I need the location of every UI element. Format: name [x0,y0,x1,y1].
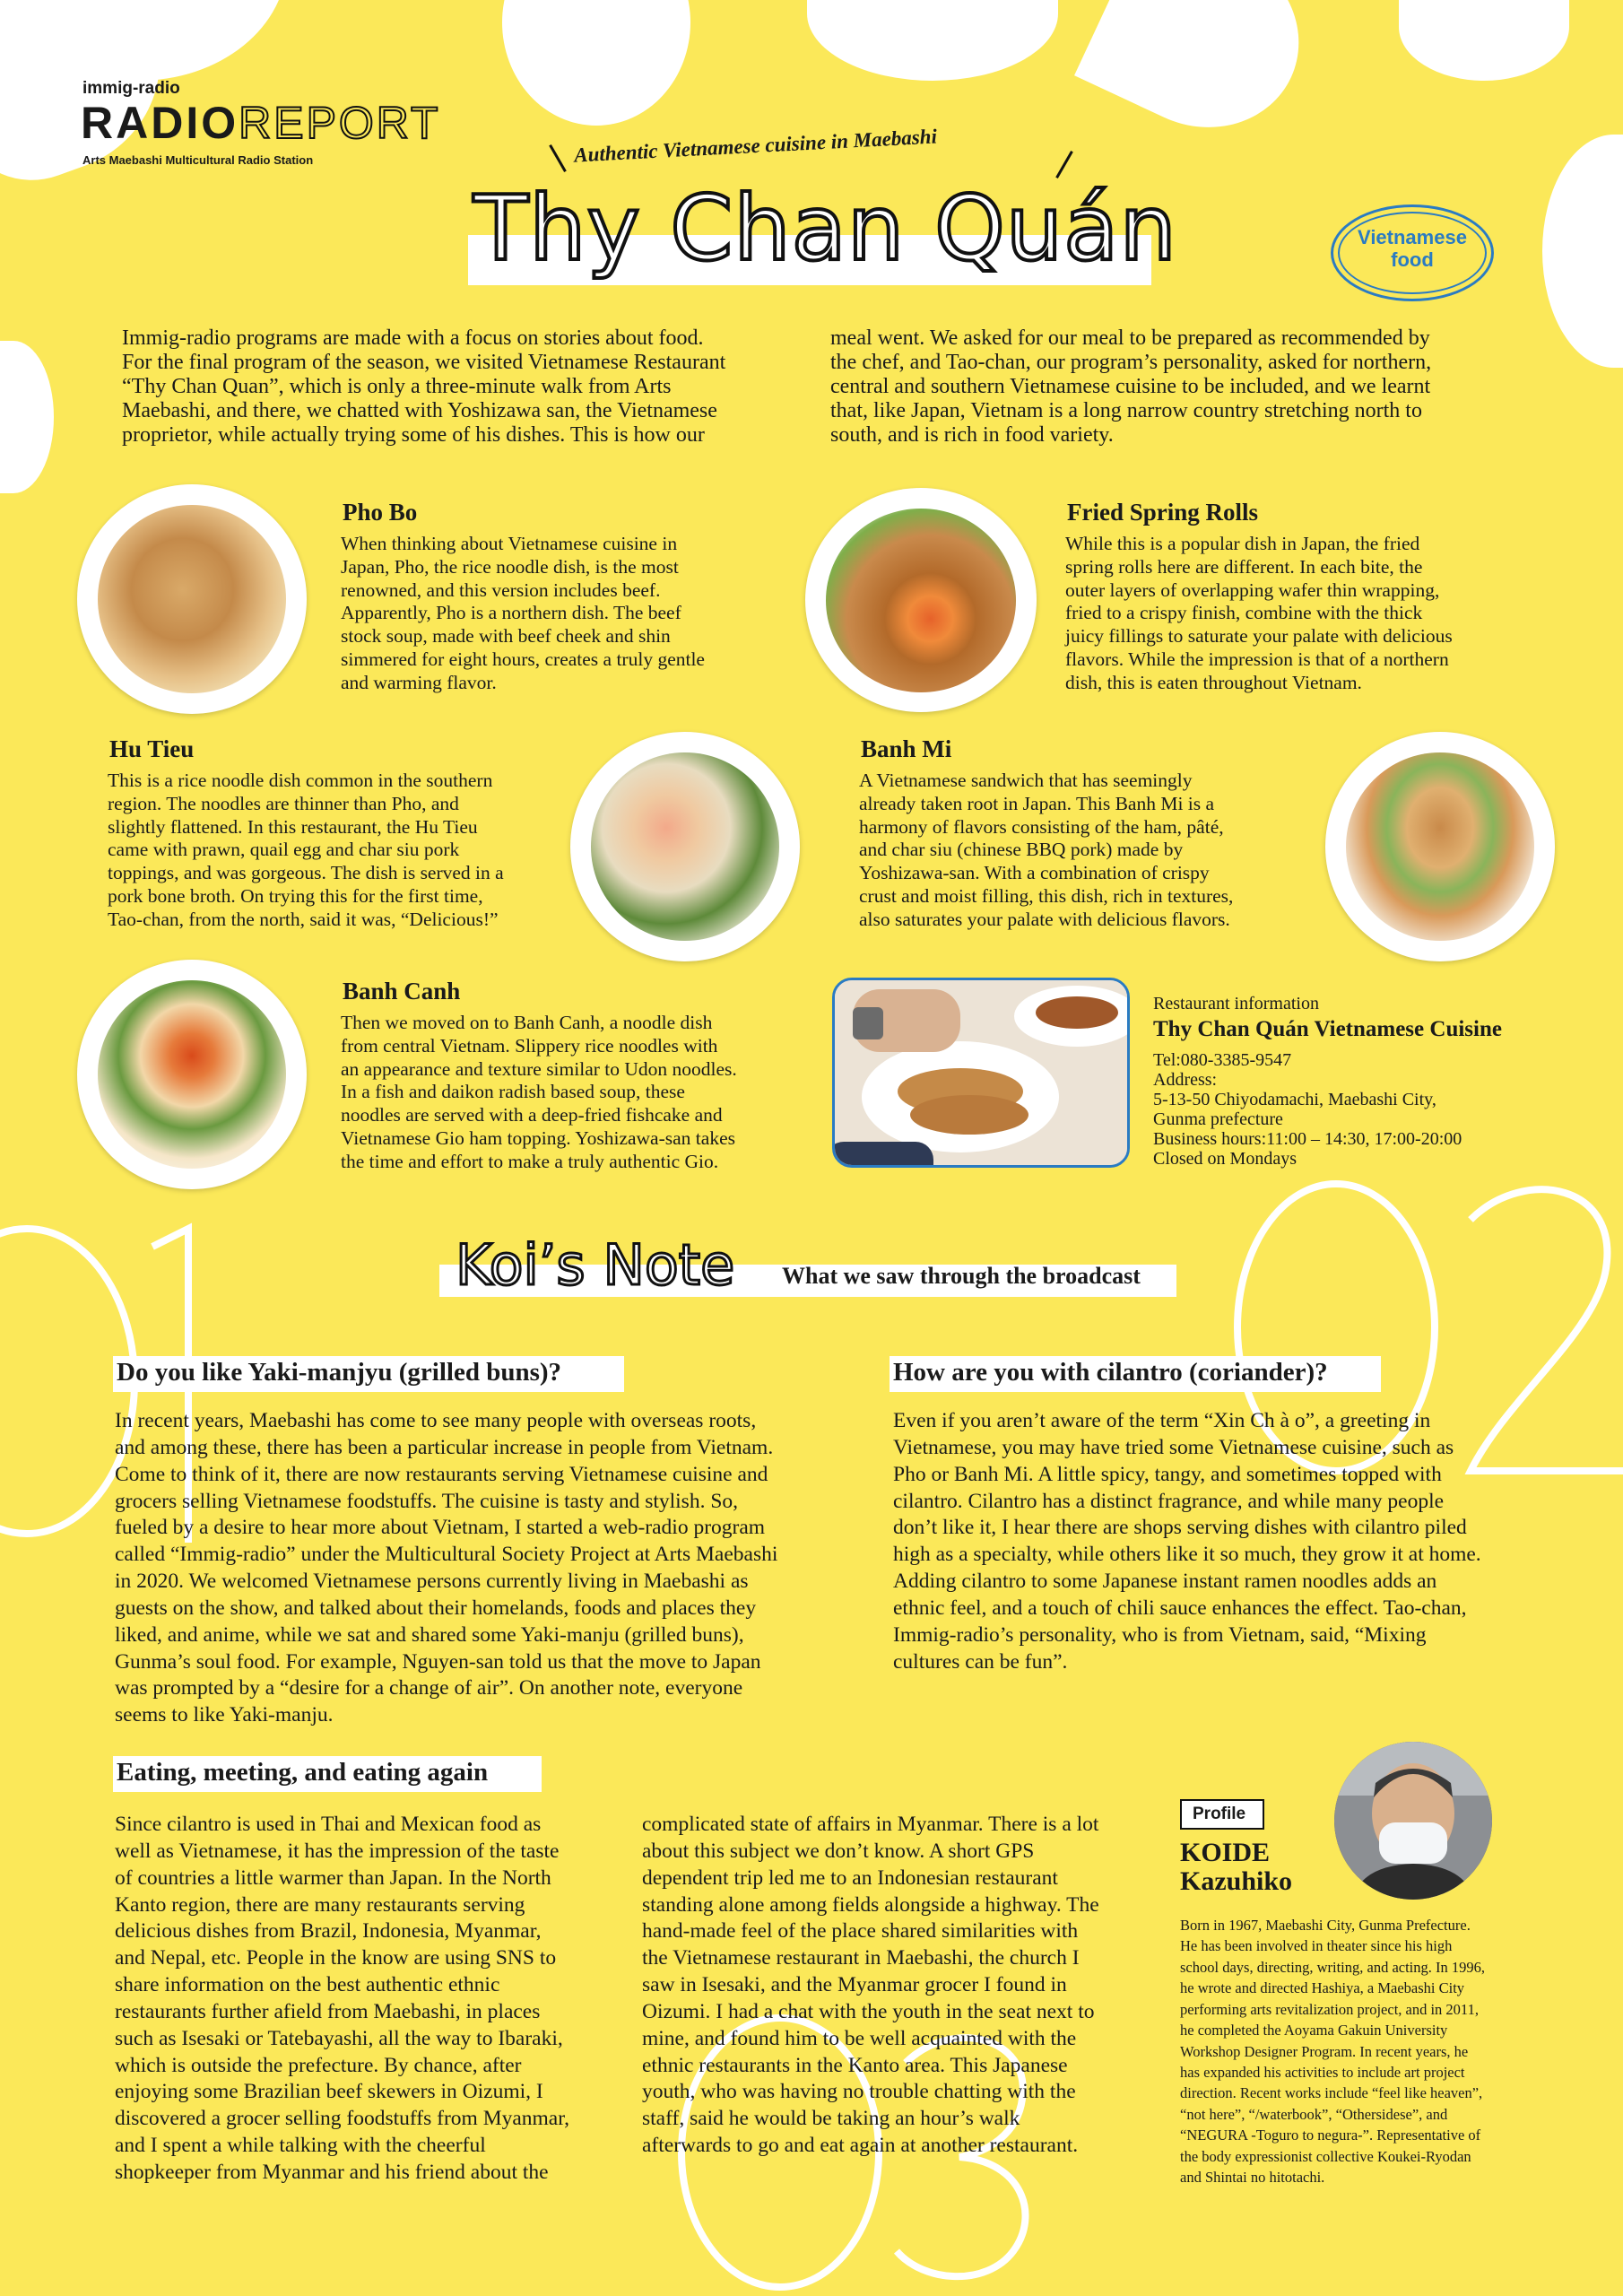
dish-text-hu-tieu [108,770,545,932]
text-line: about this subject we don’t know. A short GPS [642,1839,1035,1863]
restaurant-hours: Business hours:11:00 – 14:30, 17:00-20:00 [1153,1129,1462,1149]
dish-line: an appearance and texture similar to Udon noodles. [341,1057,737,1080]
dish-title-banh-mi: Banh Mi [861,735,952,762]
text-line: well as Vietnamese, it has the impression of the taste [115,1839,560,1863]
dish-line: In a fish and daikon radish based soup, these [341,1081,685,1103]
intro-line: For the final program of the season, we visited Vietnamese Restaurant [122,350,726,374]
text-line: share information on the best authentic ethnic [115,1973,500,1997]
dish-line: fried to a crispy finish, combine with the thick [1065,602,1423,624]
dish-line: spring rolls here are different. In each bite, the [1065,555,1423,578]
text-line: the Vietnamese restaurant in Maebashi, the church I [642,1946,1080,1970]
dish-line: juicy fillings to saturate your palate with delicious [1065,625,1453,648]
intro-line: that, like Japan, Vietnam is a long narrow country stretching north to [830,398,1422,422]
section-title-eating-again: Eating, meeting, and eating again [117,1758,489,1787]
bio-line: He has been involved in theater since his high [1180,1937,1453,1955]
brand-radio: RADIO [81,98,239,148]
restaurant-tel: Tel:080-3385-9547 [1153,1050,1292,1070]
restaurant-closed: Closed on Mondays [1153,1149,1297,1169]
avatar [1334,1742,1492,1900]
dish-title-hu-tieu: Hu Tieu [109,735,195,762]
bio-line: direction. Recent works include “feel like heaven”, [1180,2084,1483,2102]
profile-tag: Profile [1180,1799,1264,1830]
text-line: Come to think of it, there are now restaurants serving Vietnamese cuisine and [115,1462,768,1486]
intro-line: south, and is rich in food variety. [830,422,1114,447]
brand-report: REPORT [239,98,441,148]
text-line: Oizumi. I had a chat with the youth in the seat next to [642,1999,1095,2023]
text-line: standing alone among fields alongside a highway. The [642,1892,1099,1917]
section-text-eating-again-col2 [642,1812,1128,2160]
dish-line: dish, this is eaten throughout Vietnam. [1065,671,1362,693]
dish-line: crust and moist filling, this dish, rich in textures, [859,884,1234,907]
banh-canh-photo [77,960,307,1189]
text-line: Since cilantro is used in Thai and Mexican food as [115,1813,542,1836]
dish-text-banh-mi [859,770,1293,932]
text-line: ethnic restaurants in the Kanto area. This Japanese [642,2053,1068,2077]
section-text-cilantro [893,1408,1512,1675]
bio-line: “not here”, “/waterbook”, “Othersidese”, and [1180,2105,1448,2123]
dish-text-pho-bo [341,533,771,695]
dish-line: noodles are served with a deep-fried fishcake and [341,1104,723,1126]
dish-line: harmony of flavors consisting of the ham, pâté, [859,815,1224,838]
section-text-eating-again-col1 [115,1812,604,2187]
dish-line: Tao-chan, from the north, said it was, “Delicious!” [108,908,499,930]
intro-line: proprietor, while actually trying some of his dishes. This is how our [122,422,705,447]
text-line: liked, and anime, while we sat and shared some Yaki-manju (grilled buns), [115,1622,744,1647]
text-line: shopkeeper from Myanmar and his friend about the [115,2160,549,2184]
spring-rolls-photo [805,488,1037,712]
text-line: saw in Isesaki, and the Myanmar grocer I found in [642,1973,1067,1997]
text-line: discovered a grocer selling foodstuffs from Myanmar, [115,2107,569,2131]
dish-line: region. The noodles are thinner than Pho, and [108,792,459,814]
profile-name [1180,1839,1292,1895]
intro-line: the chef, and Tao-chan, our program’s personality, asked for northern, [830,350,1432,374]
dish-line: also saturates your palate with delicious flavors. [859,908,1230,930]
section-title-yaki-manjyu: Do you like Yaki-manjyu (grilled buns)? [117,1358,562,1387]
text-line: cilantro. Cilantro has a distinct fragrance, and while many people [893,1489,1445,1513]
bio-line: Workshop Designer Program. In recent years, he [1180,2042,1469,2060]
bio-line: has expanded his activities to include art project [1180,2063,1465,2081]
section-title-cilantro: How are you with cilantro (coriander)? [893,1358,1328,1387]
bio-line: Born in 1967, Maebashi City, Gunma Prefecture. [1180,1917,1471,1934]
dish-text-spring-rolls [1065,533,1501,695]
dish-text-banh-canh [341,1012,777,1174]
text-line: delicious dishes from Brazil, Indonesia, Myanmar, [115,1919,542,1944]
dish-line: the time and effort to make a truly authentic Gio. [341,1150,719,1172]
brand-logo [81,98,441,148]
text-line: and Nepal, etc. People in the know are using SNS to [115,1946,557,1970]
bio-line: he wrote and directed Hashiya, a Maebashi City [1180,1979,1465,1997]
text-line: fueled by a desire to hear more about Vietnam, I started a web-radio program [115,1516,766,1540]
brand-subtitle: Arts Maebashi Multicultural Radio Station [82,153,314,167]
dish-line: and warming flavor. [341,671,497,693]
koi-note-subtitle: What we saw through the broadcast [782,1263,1141,1289]
intro-line: Immig-radio programs are made with a focus on stories about food. [122,326,704,350]
bio-line: performing arts revitalization project, and in 2011, [1180,2000,1479,2018]
text-line: staff, said he would be taking an hour’s walk [642,2107,1020,2131]
dish-line: Apparently, Pho is a northern dish. The beef [341,602,681,624]
text-line: Pho or Banh Mi. A little spicy, tangy, and sometimes topped with [893,1462,1442,1486]
section-text-yaki-manjyu [115,1408,832,1729]
text-line: Immig-radio’s personality, who is from Vietnam, said, “Mixing [893,1622,1427,1647]
bio-line: the body expressionist collective Koukei-Ryodan [1180,2147,1471,2165]
badge-line-1: Vietnamese [1358,226,1467,248]
koi-note-title: Koi’s Note [456,1232,735,1298]
text-line: which is outside the prefecture. By chance, after [115,2053,522,2077]
badge-line-2: food [1391,248,1434,272]
dish-line: already taken root in Japan. This Banh Mi is a [859,792,1215,814]
dish-line: When thinking about Vietnamese cuisine in [341,533,678,554]
restaurant-address-line2: Gunma prefecture [1153,1109,1283,1129]
restaurant-photo [832,978,1130,1168]
dish-line: Vietnamese Gio ham topping. Yoshizawa-san takes [341,1126,735,1149]
dish-line: Japan, Pho, the rice noodle dish, is the most [341,555,679,578]
text-line: hand-made feel of the place shared similarities with [642,1919,1079,1944]
banh-mi-photo [1325,732,1555,961]
text-line: don’t like it, I hear there are shops serving dishes with cilantro piled [893,1516,1467,1540]
intro-line: meal went. We asked for our meal to be prepared as recommended by [830,326,1430,350]
dish-line: from central Vietnam. Slippery rice noodles with [341,1034,718,1057]
text-line: and I spent a while talking with the cheerful [115,2134,486,2158]
page-subtitle: Authentic Vietnamese cuisine in Maebashi [573,125,938,167]
text-line: and among these, there has been a particular increase in people from Vietnam. [115,1435,774,1459]
intro-column-right [830,326,1512,447]
text-line: Even if you aren’t aware of the term “Xin Ch à o”, a greeting in [893,1409,1431,1432]
dish-title-pho-bo: Pho Bo [343,499,418,526]
dish-line: and char siu (chinese BBQ pork) made by [859,839,1184,861]
restaurant-info-label: Restaurant information [1153,994,1319,1013]
text-line: called “Immig-radio” under the Multicultural Society Project at Arts Maebashi [115,1543,778,1567]
intro-line: Maebashi, and there, we chatted with Yoshizawa san, the Vietnamese [122,398,717,422]
dish-line: A Vietnamese sandwich that has seemingly [859,770,1193,791]
text-line: complicated state of affairs in Myanmar. There is a lot [642,1813,1099,1836]
restaurant-name: Thy Chan Quán Vietnamese Cuisine [1153,1017,1502,1041]
bio-line: “NEGURA -Toguro to negura-”. Representative of [1180,2126,1481,2144]
dish-line: Yoshizawa-san. With a combination of crispy [859,862,1210,884]
restaurant-address-label: Address: [1153,1070,1218,1090]
dish-line: came with prawn, quail egg and char siu pork [108,839,460,861]
text-line: mine, and found him to be well acquainted with the [642,2026,1077,2050]
dish-line: outer layers of overlapping wafer thin wrapping, [1065,578,1440,601]
dish-line: Then we moved on to Banh Canh, a noodle dish [341,1012,713,1033]
dish-title-spring-rolls: Fried Spring Rolls [1067,499,1259,526]
dish-line: simmered for eight hours, creates a truly gentle [341,648,705,670]
bio-line: school days, directing, writing, and acting. In 1996, [1180,1958,1486,1976]
text-line: youth, who was having no trouble chatting with the [642,2080,1076,2104]
text-line: afterwards to go and eat again at another restaurant. [642,2134,1079,2158]
dish-line: While this is a popular dish in Japan, the fried [1065,533,1420,554]
bio-line: and Shintai no hitotachi. [1180,2169,1325,2187]
intro-column-left [122,326,803,447]
text-line: ethnic feel, and a touch of chili sauce enhances the effect. Tao-chan, [893,1596,1467,1620]
text-line: grocers selling Vietnamese foodstuffs. The cuisine is tasty and stylish. So, [115,1489,739,1513]
dish-line: flavors. While the impression is that of a northern [1065,648,1449,670]
pho-bo-photo [77,484,307,714]
text-line: restaurants further afield from Maebashi, in places [115,1999,541,2023]
profile-name-line2: Kazuhiko [1180,1866,1293,1896]
bio-line: he completed the Aoyama Gakuin University [1180,2022,1448,2039]
text-line: such as Isesaki or Tatebayashi, all the way to Ibaraki, [115,2026,563,2050]
dish-line: This is a rice noodle dish common in the southern [108,770,493,791]
restaurant-address-line1: 5-13-50 Chiyodamachi, Maebashi City, [1153,1090,1436,1109]
text-line: Gunma’s soul food. For example, Nguyen-san told us that the move to Japan [115,1649,761,1674]
text-line: cultures can be fun”. [893,1649,1068,1674]
text-line: high as a specialty, while others like it so much, they grow it at home. [893,1543,1481,1567]
hu-tieu-photo [570,732,800,961]
profile-bio [1180,1915,1510,2187]
brand-small: immig-radio [82,79,180,98]
text-line: seems to like Yaki-manju. [115,1703,334,1727]
text-line: Vietnamese, you may have tried some Vietnamese cuisine, such as [893,1435,1454,1459]
text-line: In recent years, Maebashi has come to see many people with overseas roots, [115,1409,757,1432]
dish-line: pork bone broth. On trying this for the first time, [108,884,483,907]
text-line: dependent trip led me to an Indonesian restaurant [642,1866,1058,1890]
dish-line: stock soup, made with beef cheek and shin [341,625,671,648]
dish-line: renowned, and this version includes beef. [341,578,661,601]
text-line: enjoying some Brazilian beef skewers in Oizumi, I [115,2080,543,2104]
text-line: in 2020. We welcomed Vietnamese persons currently living in Maebashi as [115,1570,749,1594]
dish-line: toppings, and was gorgeous. The dish is served in a [108,862,504,884]
text-line: of countries a little warmer than Japan. In the North [115,1866,551,1890]
intro-line: central and southern Vietnamese cuisine to be included, and we learnt [830,374,1431,398]
profile-name-line1: KOIDE [1180,1838,1271,1867]
dish-title-banh-canh: Banh Canh [343,978,461,1004]
page-title: Thy Chan Quán [473,176,1177,281]
dish-line: slightly flattened. In this restaurant, the Hu Tieu [108,815,478,838]
text-line: Adding cilantro to some Japanese instant ramen noodles adds an [893,1570,1437,1594]
text-line: was prompted by a “desire for a change of air”. On another note, everyone [115,1676,743,1700]
text-line: Kanto region, there are many restaurants serving [115,1892,525,1917]
intro-line: “Thy Chan Quan”, which is only a three-minute walk from Arts [122,374,672,398]
text-line: guests on the show, and talked about their homelands, foods and places they [115,1596,757,1620]
category-badge [1331,226,1494,272]
